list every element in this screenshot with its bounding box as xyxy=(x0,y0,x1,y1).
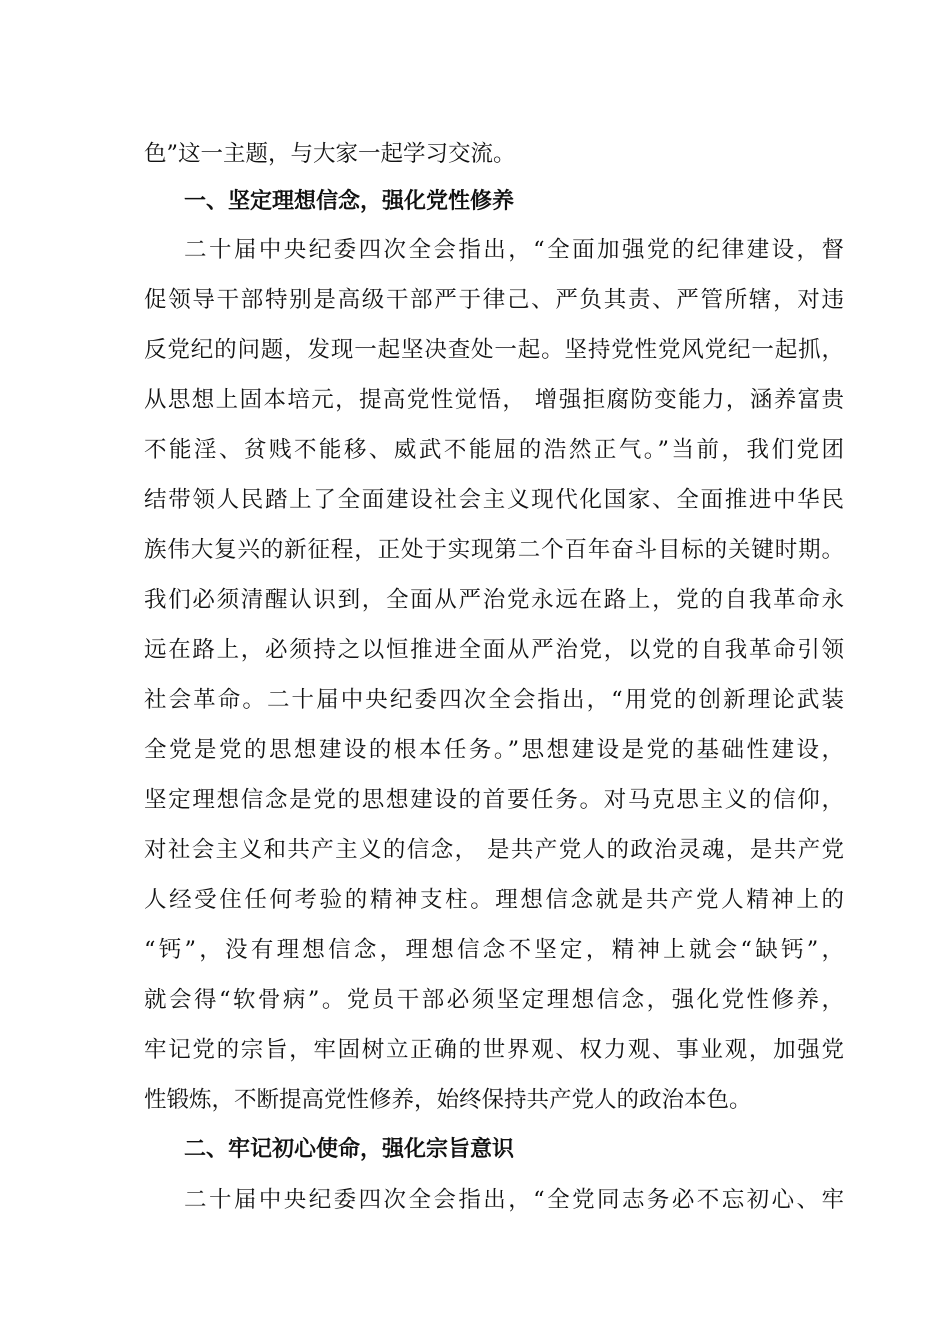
body-line-18: 就会得“软骨病”。党员干部必须坚定理想信念，强化党性修养， xyxy=(144,987,844,1013)
body-line-14: 坚定理想信念是党的思想建设的首要任务。对马克思主义的信仰， xyxy=(144,787,844,813)
body-line-12: 社会革命。二十届中央纪委四次全会指出，“用党的创新理论武装 xyxy=(144,687,844,713)
body-line-13: 全党是党的思想建设的根本任务。”思想建设是党的基础性建设， xyxy=(144,737,844,763)
body-line-15: 对社会主义和共产主义的信念， 是共产党人的政治灵魂，是共产党 xyxy=(144,837,844,863)
section-heading-2: 二、牢记初心使命，强化宗旨意识 xyxy=(184,1137,515,1162)
body-line-17: “钙”，没有理想信念，理想信念不坚定，精神上就会“缺钙”， xyxy=(144,937,844,963)
body-line-5: 反党纪的问题，发现一起坚决查处一起。坚持党性党风党纪一起抓， xyxy=(144,337,844,363)
body-line-16: 人经受住任何考验的精神支柱。理想信念就是共产党人精神上的 xyxy=(144,887,844,913)
section-heading-1: 一、坚定理想信念，强化党性修养 xyxy=(184,189,515,214)
body-line-8: 结带领人民踏上了全面建设社会主义现代化国家、全面推进中华民 xyxy=(144,487,844,513)
body-line-4: 促领导干部特别是高级干部严于律己、严负其责、严管所辖，对违 xyxy=(144,287,844,313)
body-line-1: 色”这一主题，与大家一起学习交流。 xyxy=(144,141,516,167)
body-line-7: 不能淫、贫贱不能移、威武不能屈的浩然正气。”当前，我们党团 xyxy=(144,437,844,463)
body-line-10: 我们必须清醒认识到，全面从严治党永远在路上，党的自我革命永 xyxy=(144,587,844,613)
body-line-20: 性锻炼，不断提高党性修养，始终保持共产党人的政治本色。 xyxy=(144,1087,752,1113)
body-line-11: 远在路上，必须持之以恒推进全面从严治党，以党的自我革命引领 xyxy=(144,637,844,663)
body-line-9: 族伟大复兴的新征程，正处于实现第二个百年奋斗目标的关键时期。 xyxy=(144,537,844,563)
body-line-3: 二十届中央纪委四次全会指出，“全面加强党的纪律建设，督 xyxy=(184,237,844,263)
body-line-22: 二十届中央纪委四次全会指出，“全党同志务必不忘初心、牢 xyxy=(184,1187,844,1213)
body-line-19: 牢记党的宗旨，牢固树立正确的世界观、权力观、事业观，加强党 xyxy=(144,1037,844,1063)
body-line-6: 从思想上固本培元，提高党性觉悟， 增强拒腐防变能力，涵养富贵 xyxy=(144,387,844,413)
